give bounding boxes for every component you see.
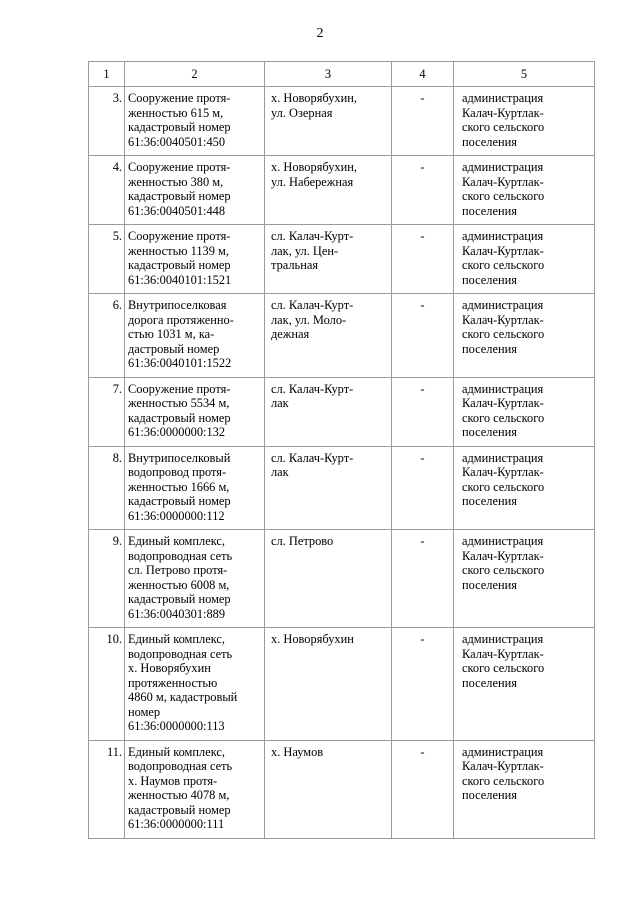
object-location: х. Новорябухин, ул. Набережная [265, 156, 392, 225]
holder-name: администрация Калач-Куртлак- ского сельского поселения [454, 87, 595, 156]
table-header-row [89, 62, 595, 87]
object-description: Единый комплекс, водопроводная сеть х. Наумов протя- женностью 4078 м, кадастровый номер 61:36:0000000:111 [125, 740, 265, 838]
column-header-5: 5 [454, 62, 595, 87]
table-row [89, 87, 595, 156]
column-header-4: 4 [392, 62, 454, 87]
holder-name: администрация Калач-Куртлак- ского сельского поселения [454, 530, 595, 628]
table-row [89, 530, 595, 628]
table-body [89, 87, 595, 839]
table-row [89, 225, 595, 294]
column-header-1: 1 [89, 62, 125, 87]
table-row [89, 294, 595, 378]
holder-name: администрация Калач-Куртлак- ского сельского поселения [454, 446, 595, 530]
page-number: 2 [316, 26, 324, 41]
holder-name: администрация Калач-Куртлак- ского сельского поселения [454, 740, 595, 838]
table-row [89, 156, 595, 225]
column-4-value: - [392, 628, 454, 741]
column-header-2: 2 [125, 62, 265, 87]
holder-name: администрация Калач-Куртлак- ского сельского поселения [454, 628, 595, 741]
object-location: сл. Калач-Курт- лак, ул. Моло- дежная [265, 294, 392, 378]
object-description: Сооружение протя- женностью 380 м, кадастровый номер 61:36:0040501:448 [125, 156, 265, 225]
row-number: 6. [89, 294, 125, 378]
object-description: Сооружение протя- женностью 1139 м, кадастровый номер 61:36:0040101:1521 [125, 225, 265, 294]
column-header-3: 3 [265, 62, 392, 87]
row-number: 8. [89, 446, 125, 530]
table-row [89, 740, 595, 838]
object-location: х. Наумов [265, 740, 392, 838]
row-number: 5. [89, 225, 125, 294]
object-description: Единый комплекс, водопроводная сеть сл. Петрово протя- женностью 6008 м, кадастровый номер 61:36:0040301:889 [125, 530, 265, 628]
column-4-value: - [392, 530, 454, 628]
object-location: сл. Калач-Курт- лак [265, 377, 392, 446]
holder-name: администрация Калач-Куртлак- ского сельского поселения [454, 225, 595, 294]
row-number: 9. [89, 530, 125, 628]
row-number: 7. [89, 377, 125, 446]
column-4-value: - [392, 87, 454, 156]
column-4-value: - [392, 446, 454, 530]
holder-name: администрация Калач-Куртлак- ского сельского поселения [454, 377, 595, 446]
object-location: сл. Петрово [265, 530, 392, 628]
property-table [88, 61, 595, 839]
column-4-value: - [392, 740, 454, 838]
object-location: х. Новорябухин [265, 628, 392, 741]
holder-name: администрация Калач-Куртлак- ского сельского поселения [454, 294, 595, 378]
object-description: Сооружение протя- женностью 5534 м, кадастровый номер 61:36:0000000:132 [125, 377, 265, 446]
table-row [89, 446, 595, 530]
column-4-value: - [392, 294, 454, 378]
object-description: Внутрипоселковая дорога протяженно- стью 1031 м, ка- дастровый номер 61:36:0040101:1522 [125, 294, 265, 378]
column-4-value: - [392, 156, 454, 225]
object-description: Единый комплекс, водопроводная сеть х. Новорябухин протяженностью 4860 м, кадастровый номер 61:36:0000000:113 [125, 628, 265, 741]
object-location: сл. Калач-Курт- лак [265, 446, 392, 530]
table-row [89, 628, 595, 741]
row-number: 10. [89, 628, 125, 741]
row-number: 3. [89, 87, 125, 156]
object-location: х. Новорябухин, ул. Озерная [265, 87, 392, 156]
column-4-value: - [392, 377, 454, 446]
object-description: Сооружение протя- женностью 615 м, кадастровый номер 61:36:0040501:450 [125, 87, 265, 156]
table-row [89, 377, 595, 446]
object-location: сл. Калач-Курт- лак, ул. Цен- тральная [265, 225, 392, 294]
column-4-value: - [392, 225, 454, 294]
row-number: 4. [89, 156, 125, 225]
row-number: 11. [89, 740, 125, 838]
holder-name: администрация Калач-Куртлак- ского сельского поселения [454, 156, 595, 225]
object-description: Внутрипоселковый водопровод протя- женностью 1666 м, кадастровый номер 61:36:0000000:112 [125, 446, 265, 530]
